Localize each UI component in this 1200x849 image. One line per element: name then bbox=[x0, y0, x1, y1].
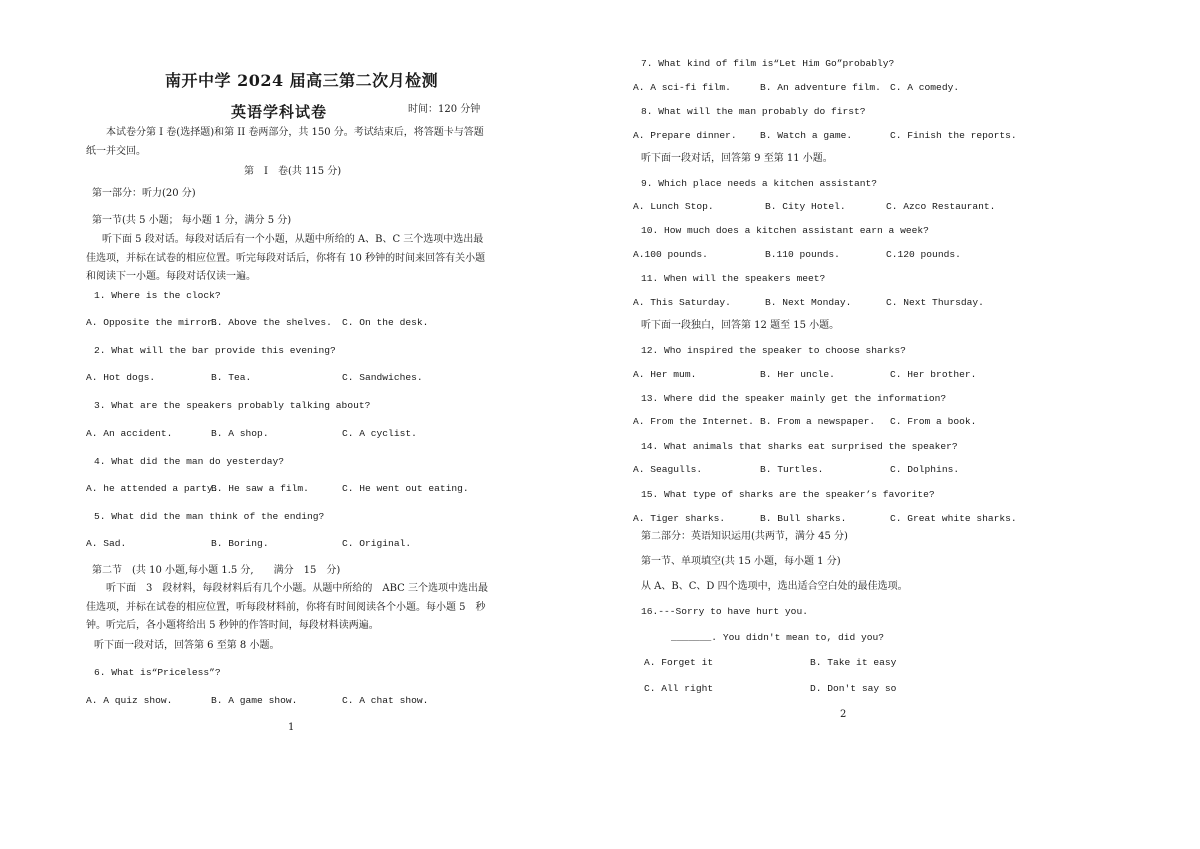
q6-option-b: B. A game show. bbox=[211, 695, 298, 706]
section2-heading: 第二节 (共 10 小题,每小题 1.5 分, 满分 15 分) bbox=[92, 565, 341, 576]
dialog-note-9-11: 听下面一段对话，回答第 9 至第 11 小题。 bbox=[641, 153, 833, 164]
q1-option-a: A. Opposite the mirror. bbox=[86, 317, 219, 328]
question-6: 6. What is“Priceless”? bbox=[94, 667, 221, 678]
q4-option-a: A. he attended a party. bbox=[86, 483, 219, 494]
q13-option-c: C. From a book. bbox=[890, 416, 977, 427]
part2-heading: 第二部分：英语知识运用(共两节，满分 45 分) bbox=[641, 531, 848, 542]
dialog-note-6-8: 听下面一段对话，回答第 6 至第 8 小题。 bbox=[94, 640, 280, 651]
q4-option-c: C. He went out eating. bbox=[342, 483, 469, 494]
question-8: 8. What will the man probably do first? bbox=[641, 106, 866, 117]
q16-option-d: D. Don't say so bbox=[810, 683, 897, 694]
q2-option-b: B. Tea. bbox=[211, 372, 252, 383]
q9-option-c: C. Azco Restaurant. bbox=[886, 201, 996, 212]
q11-option-b: B. Next Monday. bbox=[765, 297, 852, 308]
question-4: 4. What did the man do yesterday? bbox=[94, 456, 284, 467]
q5-option-b: B. Boring. bbox=[211, 538, 269, 549]
exam-title: 南开中学 2024 届高三第二次月检测 bbox=[165, 71, 439, 90]
q13-option-a: A. From the Internet. bbox=[633, 416, 754, 427]
q4-option-b: B. He saw a film. bbox=[211, 483, 309, 494]
q15-option-a: A. Tiger sharks. bbox=[633, 513, 726, 524]
question-1: 1. Where is the clock? bbox=[94, 290, 221, 301]
q8-option-c: C. Finish the reports. bbox=[890, 130, 1017, 141]
question-13: 13. Where did the speaker mainly get the information? bbox=[641, 393, 947, 404]
q9-option-b: B. City Hotel. bbox=[765, 201, 846, 212]
q16-option-a: A. Forget it bbox=[644, 657, 714, 668]
question-15: 15. What type of sharks are the speaker’s favorite? bbox=[641, 489, 935, 500]
volume-heading: 第 I 卷(共 115 分) bbox=[244, 166, 342, 177]
q5-option-a: A. Sad. bbox=[86, 538, 127, 549]
q16-option-c: C. All right bbox=[644, 683, 714, 694]
q8-option-a: A. Prepare dinner. bbox=[633, 130, 737, 141]
question-14: 14. What animals that sharks eat surprised the speaker? bbox=[641, 441, 958, 452]
exam-time: 时间：120 分钟 bbox=[408, 104, 481, 115]
q14-option-c: C. Dolphins. bbox=[890, 464, 960, 475]
q12-option-b: B. Her uncle. bbox=[760, 369, 835, 380]
question-3: 3. What are the speakers probably talking about? bbox=[94, 400, 371, 411]
question-9: 9. Which place needs a kitchen assistant? bbox=[641, 178, 878, 189]
q7-option-b: B. An adventure film. bbox=[760, 82, 881, 93]
question-2: 2. What will the bar provide this evening? bbox=[94, 345, 336, 356]
q12-option-c: C. Her brother. bbox=[890, 369, 977, 380]
exam-subtitle: 英语学科试卷 bbox=[231, 103, 328, 121]
monologue-note-12-15: 听下面一段独白，回答第 12 题至 15 小题。 bbox=[641, 320, 840, 331]
q14-option-b: B. Turtles. bbox=[760, 464, 824, 475]
section1-heading: 第一节(共 5 小题； 每小题 1 分，满分 5 分) bbox=[92, 215, 292, 226]
q7-option-a: A. A sci-fi film. bbox=[633, 82, 731, 93]
q6-option-c: C. A chat show. bbox=[342, 695, 429, 706]
q10-option-c: C.120 pounds. bbox=[886, 249, 961, 260]
q1-option-c: C. On the desk. bbox=[342, 317, 429, 328]
q11-option-c: C. Next Thursday. bbox=[886, 297, 984, 308]
q3-option-a: A. An accident. bbox=[86, 428, 173, 439]
question-5: 5. What did the man think of the ending? bbox=[94, 511, 325, 522]
q5-option-c: C. Original. bbox=[342, 538, 412, 549]
q9-option-a: A. Lunch Stop. bbox=[633, 201, 714, 212]
q2-option-c: C. Sandwiches. bbox=[342, 372, 423, 383]
q12-option-a: A. Her mum. bbox=[633, 369, 697, 380]
single-choice-instructions: 从 A、B、C、D 四个选项中，选出适合空白处的最佳选项。 bbox=[641, 581, 908, 592]
q16-option-b: B. Take it easy bbox=[810, 657, 897, 668]
q8-option-b: B. Watch a game. bbox=[760, 130, 853, 141]
q10-option-b: B.110 pounds. bbox=[765, 249, 840, 260]
q2-option-a: A. Hot dogs. bbox=[86, 372, 156, 383]
question-10: 10. How much does a kitchen assistant earn a week? bbox=[641, 225, 929, 236]
part1-heading: 第一部分：听力(20 分) bbox=[92, 188, 196, 199]
q11-option-a: A. This Saturday. bbox=[633, 297, 731, 308]
question-16-response: _______. You didn't mean to, did you? bbox=[671, 632, 885, 643]
question-7: 7. What kind of film is“Let Him Go”probably? bbox=[641, 58, 895, 69]
q7-option-c: C. A comedy. bbox=[890, 82, 960, 93]
q14-option-a: A. Seagulls. bbox=[633, 464, 703, 475]
q3-option-c: C. A cyclist. bbox=[342, 428, 417, 439]
single-choice-heading: 第一节、单项填空(共 15 小题，每小题 1 分) bbox=[641, 556, 841, 567]
q3-option-b: B. A shop. bbox=[211, 428, 269, 439]
section2-instructions: 听下面 3 段材料，每段材料后有几个小题。从题中所给的 ABC 三个选项中选出最佳选项，并标在试卷的相应位置，听每段材料前，你将有时间阅读各个小题。每小题 5 秒钟。听完后，各小题将给出 5 秒钟的作答时间，每段材料读两遍。 bbox=[86, 583, 488, 631]
q6-option-a: A. A quiz show. bbox=[86, 695, 173, 706]
q13-option-b: B. From a newspaper. bbox=[760, 416, 876, 427]
q15-option-b: B. Bull sharks. bbox=[760, 513, 847, 524]
q15-option-c: C. Great white sharks. bbox=[890, 513, 1017, 524]
intro-paragraph: 本试卷分第 I 卷(选择题)和第 II 卷两部分，共 150 分。考试结束后，将答题卡与答题纸一并交回。 bbox=[86, 127, 484, 157]
q10-option-a: A.100 pounds. bbox=[633, 249, 708, 260]
question-16: 16.---Sorry to have hurt you. bbox=[641, 606, 808, 617]
page-number-2: 2 bbox=[840, 709, 847, 720]
question-12: 12. Who inspired the speaker to choose sharks? bbox=[641, 345, 906, 356]
section1-instructions: 听下面 5 段对话。每段对话后有一个小题，从题中所给的 A、B、C 三个选项中选出最佳选项，并标在试卷的相应位置。听完每段对话后，你将有 10 秒钟的时间来回答有关小题和阅读下一小题。每段对话仅读一遍。 bbox=[86, 234, 486, 282]
page-number-1: 1 bbox=[288, 722, 295, 733]
question-11: 11. When will the speakers meet? bbox=[641, 273, 826, 284]
q1-option-b: B. Above the shelves. bbox=[211, 317, 332, 328]
